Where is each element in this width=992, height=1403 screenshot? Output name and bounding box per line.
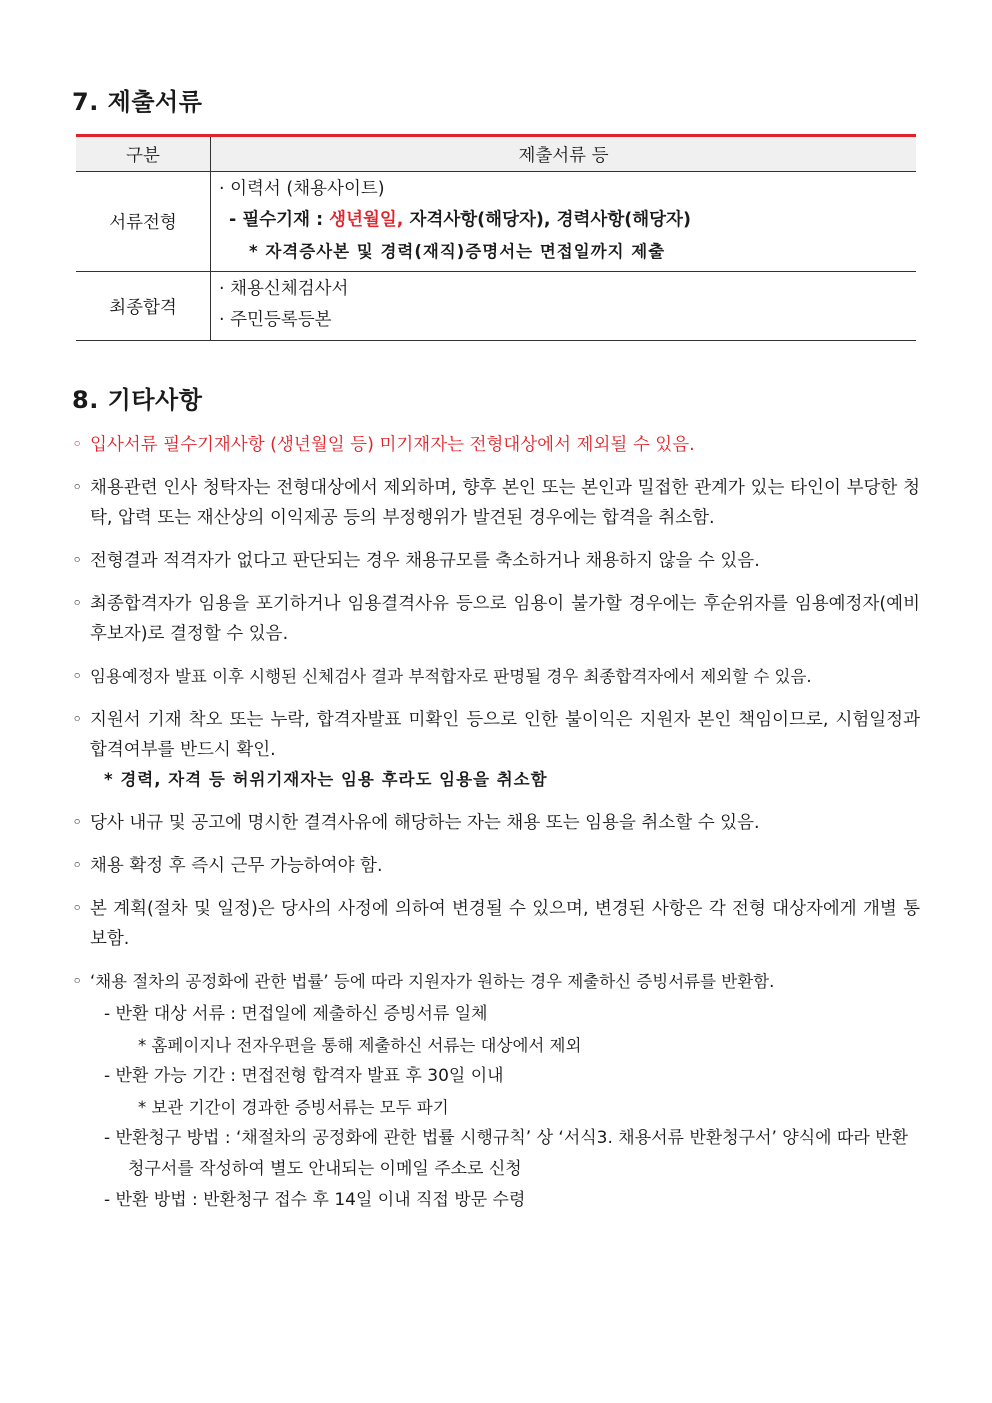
resident-registration-line: · 주민등록등본: [219, 310, 332, 330]
health-check-line: · 채용신체검사서: [219, 279, 349, 299]
required-fields-rest: 자격사항(해당자), 경력사항(해당자): [403, 210, 691, 230]
list-item: [72, 808, 920, 838]
bullet-icon: ◦: [72, 667, 83, 687]
list-item: [72, 662, 920, 692]
list-item: [72, 473, 920, 533]
resume-line: · 이력서 (채용사이트): [219, 179, 385, 199]
return-target-note: * 홈페이지나 전자우편을 통해 제출하신 서류는 대상에서 제외: [138, 1036, 582, 1055]
list-item-text: 지원서 기재 착오 또는 누락, 합격자발표 미확인 등으로 인한 불이익은 지원자 본인 책임이므로, 시험일정과 합격여부를 반드시 확인.: [90, 710, 920, 760]
bullet-icon: ◦: [72, 551, 83, 571]
list-item-text: 채용관련 인사 청탁자는 전형대상에서 제외하며, 향후 본인 또는 본인과 밀접한 관계가 있는 타인이 부당한 청탁, 압력 또는 재산상의 이익제공 등의 부정행위가 발견된 경우에는 합격을 취소함.: [90, 478, 920, 528]
bullet-icon: ◦: [72, 899, 83, 919]
section-7-title: 7. 제출서류: [72, 88, 203, 116]
table-row: [76, 172, 916, 272]
list-item-text: 최종합격자가 임용을 포기하거나 임용결격사유 등으로 임용이 불가할 경우에는 후순위자를 임용예정자(예비후보자)로 결정할 수 있음.: [90, 594, 920, 644]
certificate-note: * 자격증사본 및 경력(재직)증명서는 면접일까지 제출: [249, 242, 666, 261]
bullet-icon: ◦: [72, 478, 83, 498]
birthdate-required: 생년월일,: [329, 210, 404, 230]
bullet-icon: ◦: [72, 856, 83, 876]
list-item-text: 본 계획(절차 및 일정)은 당사의 사정에 의하여 변경될 수 있으며, 변경된 사항은 각 전형 대상자에게 개별 통보함.: [90, 899, 920, 949]
section-8-title: 8. 기타사항: [72, 386, 203, 414]
list-item: [72, 589, 920, 649]
list-item-text: ‘채용 절차의 공정화에 관한 법률’ 등에 따라 지원자가 원하는 경우 제출하신 증빙서류를 반환함.: [90, 972, 775, 991]
return-request-line: - 반환청구 방법 : ‘채절차의 공정화에 관한 법률 시행규칙’ 상 ‘서식3. 채용서류 반환청구서’ 양식에 따라 반환청구서를 작성하여 별도 안내되는 이메일 주소로 신청: [104, 1128, 909, 1179]
return-period-note: * 보관 기간이 경과한 증빙서류는 모두 파기: [138, 1098, 449, 1117]
list-item-text: 입사서류 필수기재사항 (생년월일 등) 미기재자는 전형대상에서 제외될 수 있음.: [90, 435, 695, 455]
bullet-icon: ◦: [72, 972, 83, 992]
row-category-document-screening: 서류전형: [76, 172, 211, 272]
false-entry-note: * 경력, 자격 등 허위기재자는 임용 후라도 임용을 취소함: [104, 770, 548, 789]
list-item-text: 채용 확정 후 즉시 근무 가능하여야 함.: [90, 856, 383, 876]
required-fields-prefix: - 필수기재 :: [229, 210, 330, 230]
bullet-icon: ◦: [72, 813, 83, 833]
return-method-line: - 반환 방법 : 반환청구 접수 후 14일 이내 직접 방문 수령: [104, 1190, 526, 1210]
documents-table: [76, 134, 916, 341]
list-item-text: 당사 내규 및 공고에 명시한 결격사유에 해당하는 자는 채용 또는 임용을 취소할 수 있음.: [90, 813, 760, 833]
list-item-text: 임용예정자 발표 이후 시행된 신체검사 결과 부적합자로 판명될 경우 최종합격자에서 제외할 수 있음.: [90, 667, 812, 686]
row-documents-cell: [211, 272, 917, 341]
list-item-text: 전형결과 적격자가 없다고 판단되는 경우 채용규모를 축소하거나 채용하지 않을 수 있음.: [90, 551, 760, 571]
return-target-line: - 반환 대상 서류 : 면접일에 제출하신 증빙서류 일체: [104, 1004, 488, 1024]
bullet-icon: ◦: [72, 435, 83, 455]
list-item: [72, 430, 920, 460]
list-item: [72, 705, 920, 795]
return-period-line: - 반환 가능 기간 : 면접전형 합격자 발표 후 30일 이내: [104, 1066, 504, 1086]
table-header-row: [76, 136, 916, 172]
bullet-icon: ◦: [72, 594, 83, 614]
row-category-final-pass: 최종합격: [76, 272, 211, 341]
table-header-category: 구분: [76, 136, 211, 172]
table-header-documents: 제출서류 등: [211, 136, 917, 172]
list-item: [72, 851, 920, 881]
notice-list: [72, 430, 920, 1229]
required-fields-line: [219, 205, 916, 236]
bullet-icon: ◦: [72, 710, 83, 730]
row-documents-cell: [211, 172, 917, 272]
list-item: [72, 967, 920, 1216]
list-item: [72, 546, 920, 576]
table-row: [76, 272, 916, 341]
list-item: [72, 894, 920, 954]
return-details: [90, 999, 920, 1216]
